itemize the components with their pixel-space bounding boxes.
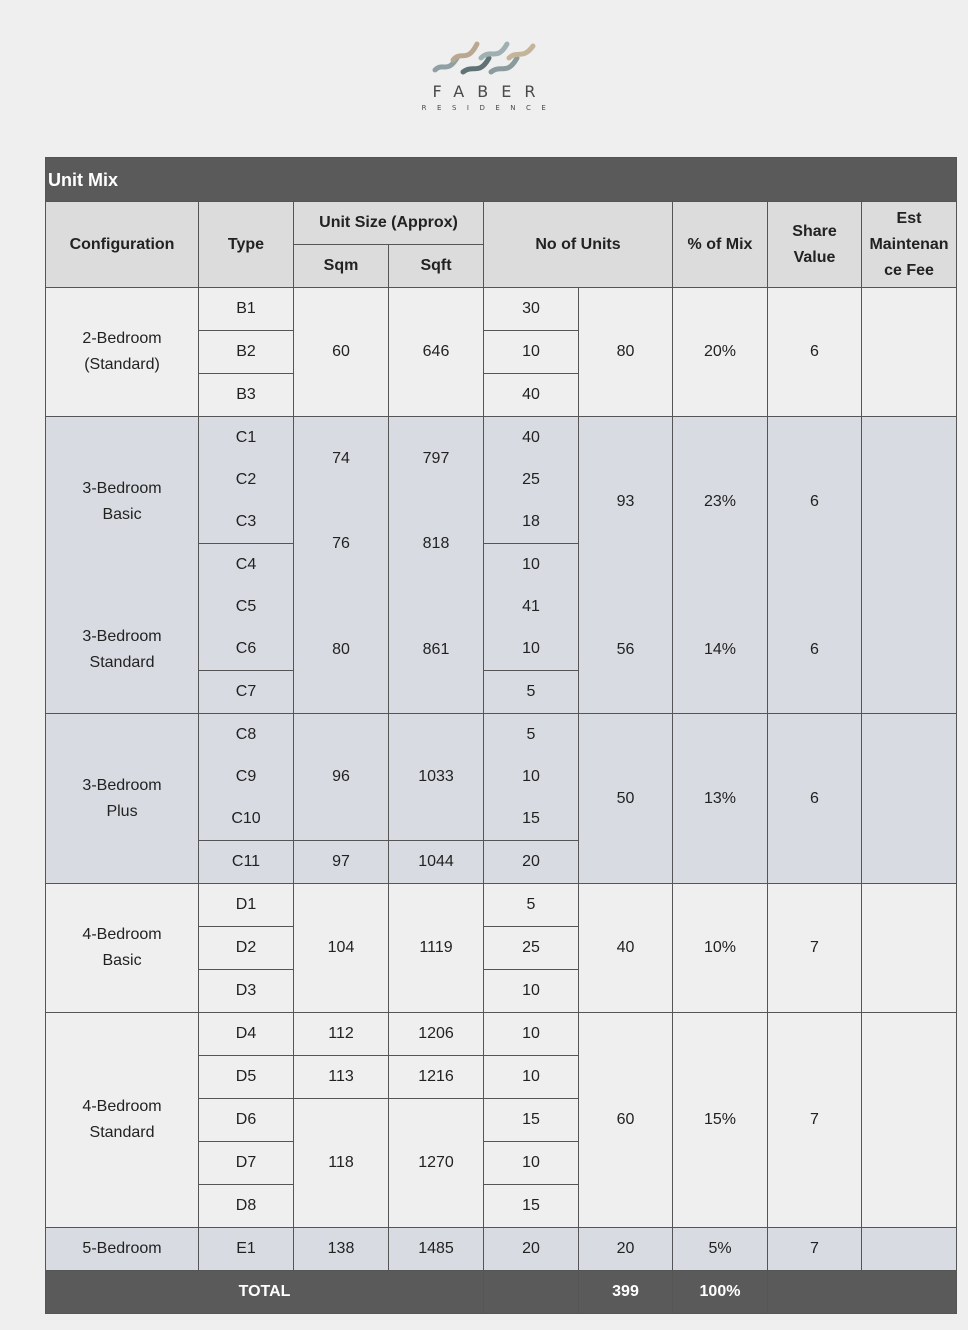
sqm-c11: 97 <box>294 841 389 884</box>
config-line1: 4-Bedroom <box>82 926 162 943</box>
units-c11: 20 <box>484 841 579 884</box>
config-line1: 3-Bedroom <box>82 776 162 794</box>
pct-2br-standard: 20% <box>673 288 768 417</box>
type-d1: D1 <box>199 884 294 927</box>
logo-wordmark: FABER <box>432 82 549 101</box>
group-units-4br-basic: 40 <box>579 884 673 1013</box>
units-c4: 10 <box>484 544 579 587</box>
units-b1: 30 <box>484 288 579 331</box>
config-3br-basic <box>46 417 199 587</box>
faber-residence-logo <box>384 34 584 134</box>
config-3br-standard <box>46 586 199 714</box>
share-5br: 7 <box>768 1228 862 1271</box>
type-c3: C3 <box>199 501 294 544</box>
type-c6: C6 <box>199 628 294 671</box>
total-units: 399 <box>579 1271 673 1314</box>
units-c7: 5 <box>484 671 579 714</box>
units-c8: 5 <box>484 714 579 757</box>
sqm-d6: 118 <box>294 1099 389 1228</box>
config-line2: Standard <box>89 1124 155 1141</box>
pct-4br-basic: 10% <box>673 884 768 1013</box>
config-line2: Basic <box>102 505 142 523</box>
table-title: Unit Mix <box>46 158 957 202</box>
units-e1: 20 <box>484 1228 579 1271</box>
sqm-d5: 113 <box>294 1056 389 1099</box>
type-c8: C8 <box>199 714 294 757</box>
config-4br-standard <box>46 1013 199 1228</box>
sqm-c3: 76 <box>294 501 389 586</box>
units-c1: 40 <box>484 417 579 460</box>
total-empty <box>484 1271 579 1314</box>
config-line1: 3-Bedroom <box>82 479 162 497</box>
sqft-c11: 1044 <box>389 841 484 884</box>
units-d2: 25 <box>484 927 579 970</box>
pct-3br-standard: 14% <box>673 586 768 714</box>
units-c2: 25 <box>484 459 579 501</box>
config-line2: (Standard) <box>84 356 160 373</box>
group-units-3br-plus: 50 <box>579 714 673 884</box>
type-c7: C7 <box>199 671 294 714</box>
pct-5br: 5% <box>673 1228 768 1271</box>
sqft-c5: 861 <box>389 586 484 714</box>
type-d2: D2 <box>199 927 294 970</box>
share-4br-basic: 7 <box>768 884 862 1013</box>
header-pct-mix: % of Mix <box>673 202 768 288</box>
units-c10: 15 <box>484 798 579 841</box>
sqm-c8: 96 <box>294 714 389 841</box>
type-b2: B2 <box>199 331 294 374</box>
share-3br-plus: 6 <box>768 714 862 884</box>
config-3br-plus <box>46 714 199 884</box>
pct-3br-basic: 23% <box>673 417 768 587</box>
config-2br-standard <box>46 288 199 417</box>
sqft-d1: 1119 <box>389 884 484 1013</box>
sqm-e1: 138 <box>294 1228 389 1271</box>
wave-logo-icon <box>429 34 539 80</box>
units-c9: 10 <box>484 756 579 798</box>
header-fee-line3: ce Fee <box>884 261 934 279</box>
units-d4: 10 <box>484 1013 579 1056</box>
type-c4: C4 <box>199 544 294 587</box>
header-share-line1: Share <box>792 222 837 240</box>
sqft-e1: 1485 <box>389 1228 484 1271</box>
type-d6: D6 <box>199 1099 294 1142</box>
config-line1: 4-Bedroom <box>82 1098 162 1115</box>
sqft-d4: 1206 <box>389 1013 484 1056</box>
sqft-c8: 1033 <box>389 714 484 841</box>
type-d3: D3 <box>199 970 294 1013</box>
header-fee-line1: Est <box>896 209 922 227</box>
group-units-4br-standard: 60 <box>579 1013 673 1228</box>
group-units-3br-basic: 93 <box>579 417 673 587</box>
units-c5: 41 <box>484 586 579 628</box>
config-line2: Standard <box>89 653 155 671</box>
total-label: TOTAL <box>46 1271 484 1314</box>
config-line2: Plus <box>106 802 138 820</box>
total-pct: 100% <box>673 1271 768 1314</box>
sqft-b: 646 <box>389 288 484 417</box>
type-c1: C1 <box>199 417 294 460</box>
config-5br: 5-Bedroom <box>46 1228 199 1271</box>
config-line1: 3-Bedroom <box>82 627 162 645</box>
share-3br-basic: 6 <box>768 417 862 587</box>
type-c10: C10 <box>199 798 294 841</box>
type-d5: D5 <box>199 1056 294 1099</box>
sqm-b: 60 <box>294 288 389 417</box>
type-d4: D4 <box>199 1013 294 1056</box>
sqm-c5: 80 <box>294 586 389 714</box>
fee-4br-basic <box>862 884 957 1013</box>
header-share-value <box>768 202 862 288</box>
share-4br-standard: 7 <box>768 1013 862 1228</box>
type-c2: C2 <box>199 459 294 501</box>
group-units-3br-standard: 56 <box>579 586 673 714</box>
type-c9: C9 <box>199 756 294 798</box>
header-share-line2: Value <box>793 248 836 266</box>
header-no-of-units: No of Units <box>484 202 673 288</box>
fee-4br-standard <box>862 1013 957 1228</box>
type-c11: C11 <box>199 841 294 884</box>
sqm-d1: 104 <box>294 884 389 1013</box>
fee-3br-basic <box>862 417 957 587</box>
sqft-d6: 1270 <box>389 1099 484 1228</box>
header-configuration: Configuration <box>46 202 199 288</box>
type-b3: B3 <box>199 374 294 417</box>
units-d3: 10 <box>484 970 579 1013</box>
units-d8: 15 <box>484 1185 579 1228</box>
config-line2: Basic <box>102 952 142 969</box>
sqm-d4: 112 <box>294 1013 389 1056</box>
header-sqft: Sqft <box>389 245 484 288</box>
type-b1: B1 <box>199 288 294 331</box>
units-d1: 5 <box>484 884 579 927</box>
header-fee-line2: Maintenan <box>869 235 949 253</box>
share-2br-standard: 6 <box>768 288 862 417</box>
header-sqm: Sqm <box>294 245 389 288</box>
fee-2br-standard <box>862 288 957 417</box>
group-units-5br: 20 <box>579 1228 673 1271</box>
units-c3: 18 <box>484 501 579 544</box>
fee-3br-standard <box>862 586 957 714</box>
units-b2: 10 <box>484 331 579 374</box>
header-unit-size: Unit Size (Approx) <box>294 202 484 245</box>
pct-4br-standard: 15% <box>673 1013 768 1228</box>
units-d7: 10 <box>484 1142 579 1185</box>
sqft-d5: 1216 <box>389 1056 484 1099</box>
units-b3: 40 <box>484 374 579 417</box>
units-d6: 15 <box>484 1099 579 1142</box>
type-e1: E1 <box>199 1228 294 1271</box>
logo-subtitle: RESIDENCE <box>421 104 557 112</box>
units-c6: 10 <box>484 628 579 671</box>
fee-3br-plus <box>862 714 957 884</box>
total-blank <box>768 1271 957 1314</box>
sqm-c1: 74 <box>294 417 389 502</box>
header-type: Type <box>199 202 294 288</box>
config-line1: 2-Bedroom <box>82 330 162 347</box>
sqft-c1: 797 <box>389 417 484 502</box>
sqft-c3: 818 <box>389 501 484 586</box>
unit-mix-table <box>45 157 957 1314</box>
type-d8: D8 <box>199 1185 294 1228</box>
config-4br-basic <box>46 884 199 1013</box>
group-units-2br-standard: 80 <box>579 288 673 417</box>
units-d5: 10 <box>484 1056 579 1099</box>
pct-3br-plus: 13% <box>673 714 768 884</box>
fee-5br <box>862 1228 957 1271</box>
type-d7: D7 <box>199 1142 294 1185</box>
header-maintenance-fee <box>862 202 957 288</box>
share-3br-standard: 6 <box>768 586 862 714</box>
type-c5: C5 <box>199 586 294 628</box>
